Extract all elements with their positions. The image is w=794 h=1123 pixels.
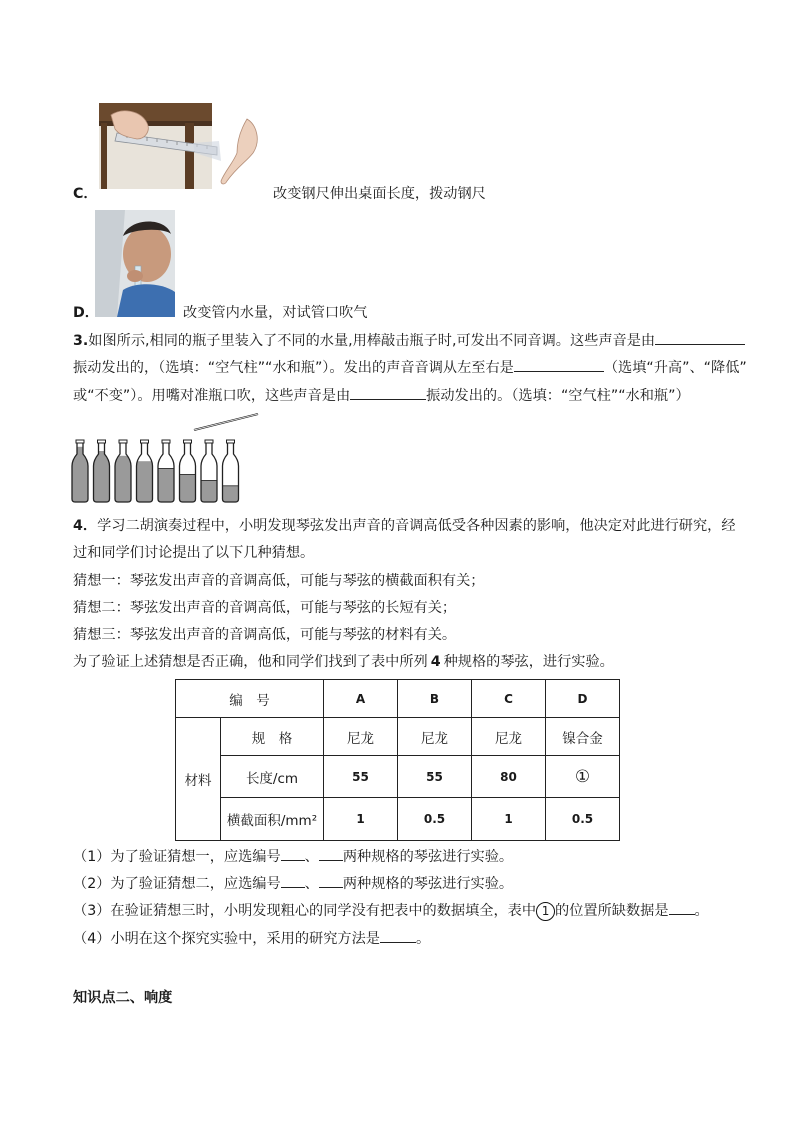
q4-sub4	[73, 928, 430, 949]
table-header-label: 编 号	[176, 680, 324, 718]
table-cell-missing: ①	[546, 756, 620, 798]
q4-sub4-a: （4）小明在这个探究实验中，采用的研究方法是	[73, 931, 380, 947]
bottle-lip	[227, 440, 235, 443]
bottle-lip	[205, 440, 213, 443]
table-row-label: 规 格	[221, 718, 324, 756]
bottle	[158, 440, 174, 502]
bottle-lip	[76, 440, 84, 443]
table-cell: 1	[472, 798, 546, 841]
bottle	[137, 440, 153, 502]
q4-sub3-blank[interactable]	[669, 900, 695, 915]
bottle	[72, 440, 88, 502]
table-row-label: 横截面积/mm²	[221, 798, 324, 841]
table-group-label: 材料	[176, 718, 221, 841]
bottles-figure	[70, 408, 270, 505]
bottle-water	[137, 461, 153, 502]
table-cell: 0.5	[546, 798, 620, 841]
q3-text-line3b: 振动发出的。（选填：“空气柱”“水和瓶”）	[426, 388, 690, 404]
q4-verify	[73, 652, 614, 672]
option-d	[73, 303, 368, 323]
bottle	[94, 440, 110, 502]
q4-sub3-c: 。	[694, 903, 709, 919]
string-spec-table	[175, 679, 620, 841]
table-cell: 0.5	[398, 798, 472, 841]
q3-text-line3a: 或“不变”）。用嘴对准瓶口吹，这些声音是由	[73, 388, 351, 404]
table-cell: 1	[324, 798, 398, 841]
q3-blank-1[interactable]	[655, 330, 745, 345]
table-row-label: 长度/cm	[221, 756, 324, 798]
q4-sub2-blank-2[interactable]	[319, 873, 343, 888]
q4-sub1-blank-2[interactable]	[319, 846, 343, 861]
q4-sub1-blank-1[interactable]	[281, 846, 305, 861]
option-d-text: 改变管内水量，对试管口吹气	[183, 305, 368, 321]
q4-sub2	[73, 873, 513, 894]
q4-sub1-b: 两种规格的琴弦进行实验。	[342, 849, 514, 865]
table-cell: 尼龙	[398, 718, 472, 756]
table-cell: 尼龙	[324, 718, 398, 756]
bottle-lip	[162, 440, 170, 443]
q3-text-line2a: 振动发出的，（选填：“空气柱”“水和瓶”）。发出的声音音调从左至右是	[73, 360, 514, 376]
bottle-water	[223, 486, 239, 502]
table-cell: 80	[472, 756, 546, 798]
table-id-a: A	[324, 680, 398, 718]
q4-sub2-b: 两种规格的琴弦进行实验。	[342, 876, 514, 892]
q4-sub3-b: 的位置所缺数据是	[555, 903, 669, 919]
bottle-lip	[141, 440, 149, 443]
q4-guess3: 猜想三：琴弦发出声音的音调高低，可能与琴弦的材料有关。	[73, 627, 457, 643]
ruler-on-table-illustration	[97, 101, 264, 191]
bottle	[180, 440, 196, 502]
circled-one-marker: 1	[536, 902, 555, 921]
bottle-water	[115, 456, 131, 502]
option-c	[73, 184, 486, 204]
table-id-b: B	[398, 680, 472, 718]
bottle-lip	[184, 440, 192, 443]
bottle	[223, 440, 239, 502]
q4-sub4-b: 。	[415, 931, 431, 947]
q3-text-line1: 如图所示,相同的瓶子里装入了不同的水量,用棒敲击瓶子时,可发出不同音调。这些声音是由	[88, 333, 656, 349]
q4-sub3-a: （3）在验证猜想三时，小明发现粗心的同学没有把表中的数据填全，表中	[73, 903, 537, 919]
bottle-water	[158, 468, 174, 502]
table-cell: 镍合金	[546, 718, 620, 756]
bottle-lip	[98, 440, 106, 443]
table-id-c: C	[472, 680, 546, 718]
q4-guess2: 猜想二：琴弦发出声音的音调高低，可能与琴弦的长短有关；	[73, 600, 457, 616]
table-cell: 55	[324, 756, 398, 798]
q4-verify-num: 4	[430, 654, 441, 670]
q4-number: 4．	[73, 518, 98, 534]
q4-line1	[73, 516, 736, 536]
q3-blank-2[interactable]	[514, 357, 604, 372]
q3-number: 3.	[73, 333, 89, 349]
bottle-lip	[119, 440, 127, 443]
q4-line2: 过和同学们讨论提出了以下几种猜想。	[73, 545, 315, 561]
q4-sub1-a: （1）为了验证猜想一，应选编号	[73, 849, 281, 865]
q4-sub2-sep: 、	[304, 876, 319, 892]
option-d-label: D．	[73, 305, 99, 321]
q3-line2	[73, 357, 747, 378]
boy-blowing-test-tube-photo	[95, 210, 175, 317]
table-cell: 55	[398, 756, 472, 798]
q4-sub1-sep: 、	[304, 849, 319, 865]
q4-sub2-blank-1[interactable]	[281, 873, 305, 888]
q4-text-line1: 学习二胡演奏过程中，小明发现琴弦发出声音的音调高低受各种因素的影响，他决定对此进行研究，经	[97, 518, 736, 534]
bottle-water	[180, 474, 196, 502]
table-id-d: D	[546, 680, 620, 718]
option-c-text: 改变钢尺伸出桌面长度，拨动钢尺	[273, 186, 486, 202]
q3-text-line2b: （选填“升高”、“降低”	[603, 360, 747, 376]
q3-line1	[73, 330, 745, 351]
q3-blank-3[interactable]	[350, 385, 426, 400]
bottle-water	[201, 480, 217, 502]
q4-guess1: 猜想一：琴弦发出声音的音调高低，可能与琴弦的横截面积有关；	[73, 573, 485, 589]
q4-sub4-blank[interactable]	[380, 928, 416, 943]
bottle	[115, 440, 131, 502]
option-c-label: C．	[73, 186, 98, 202]
table-cell: 尼龙	[472, 718, 546, 756]
q4-sub1	[73, 846, 513, 867]
bottle-water	[72, 447, 88, 502]
q3-line3	[73, 385, 690, 406]
q4-sub3	[73, 900, 709, 921]
section-title: 知识点二、响度	[73, 990, 173, 1006]
q4-verify-b: 种规格的琴弦，进行实验。	[443, 654, 614, 670]
q4-sub2-a: （2）为了验证猜想二，应选编号	[73, 876, 281, 892]
q4-verify-a: 为了验证上述猜想是否正确，他和同学们找到了表中所列	[73, 654, 428, 670]
bottle	[201, 440, 217, 502]
